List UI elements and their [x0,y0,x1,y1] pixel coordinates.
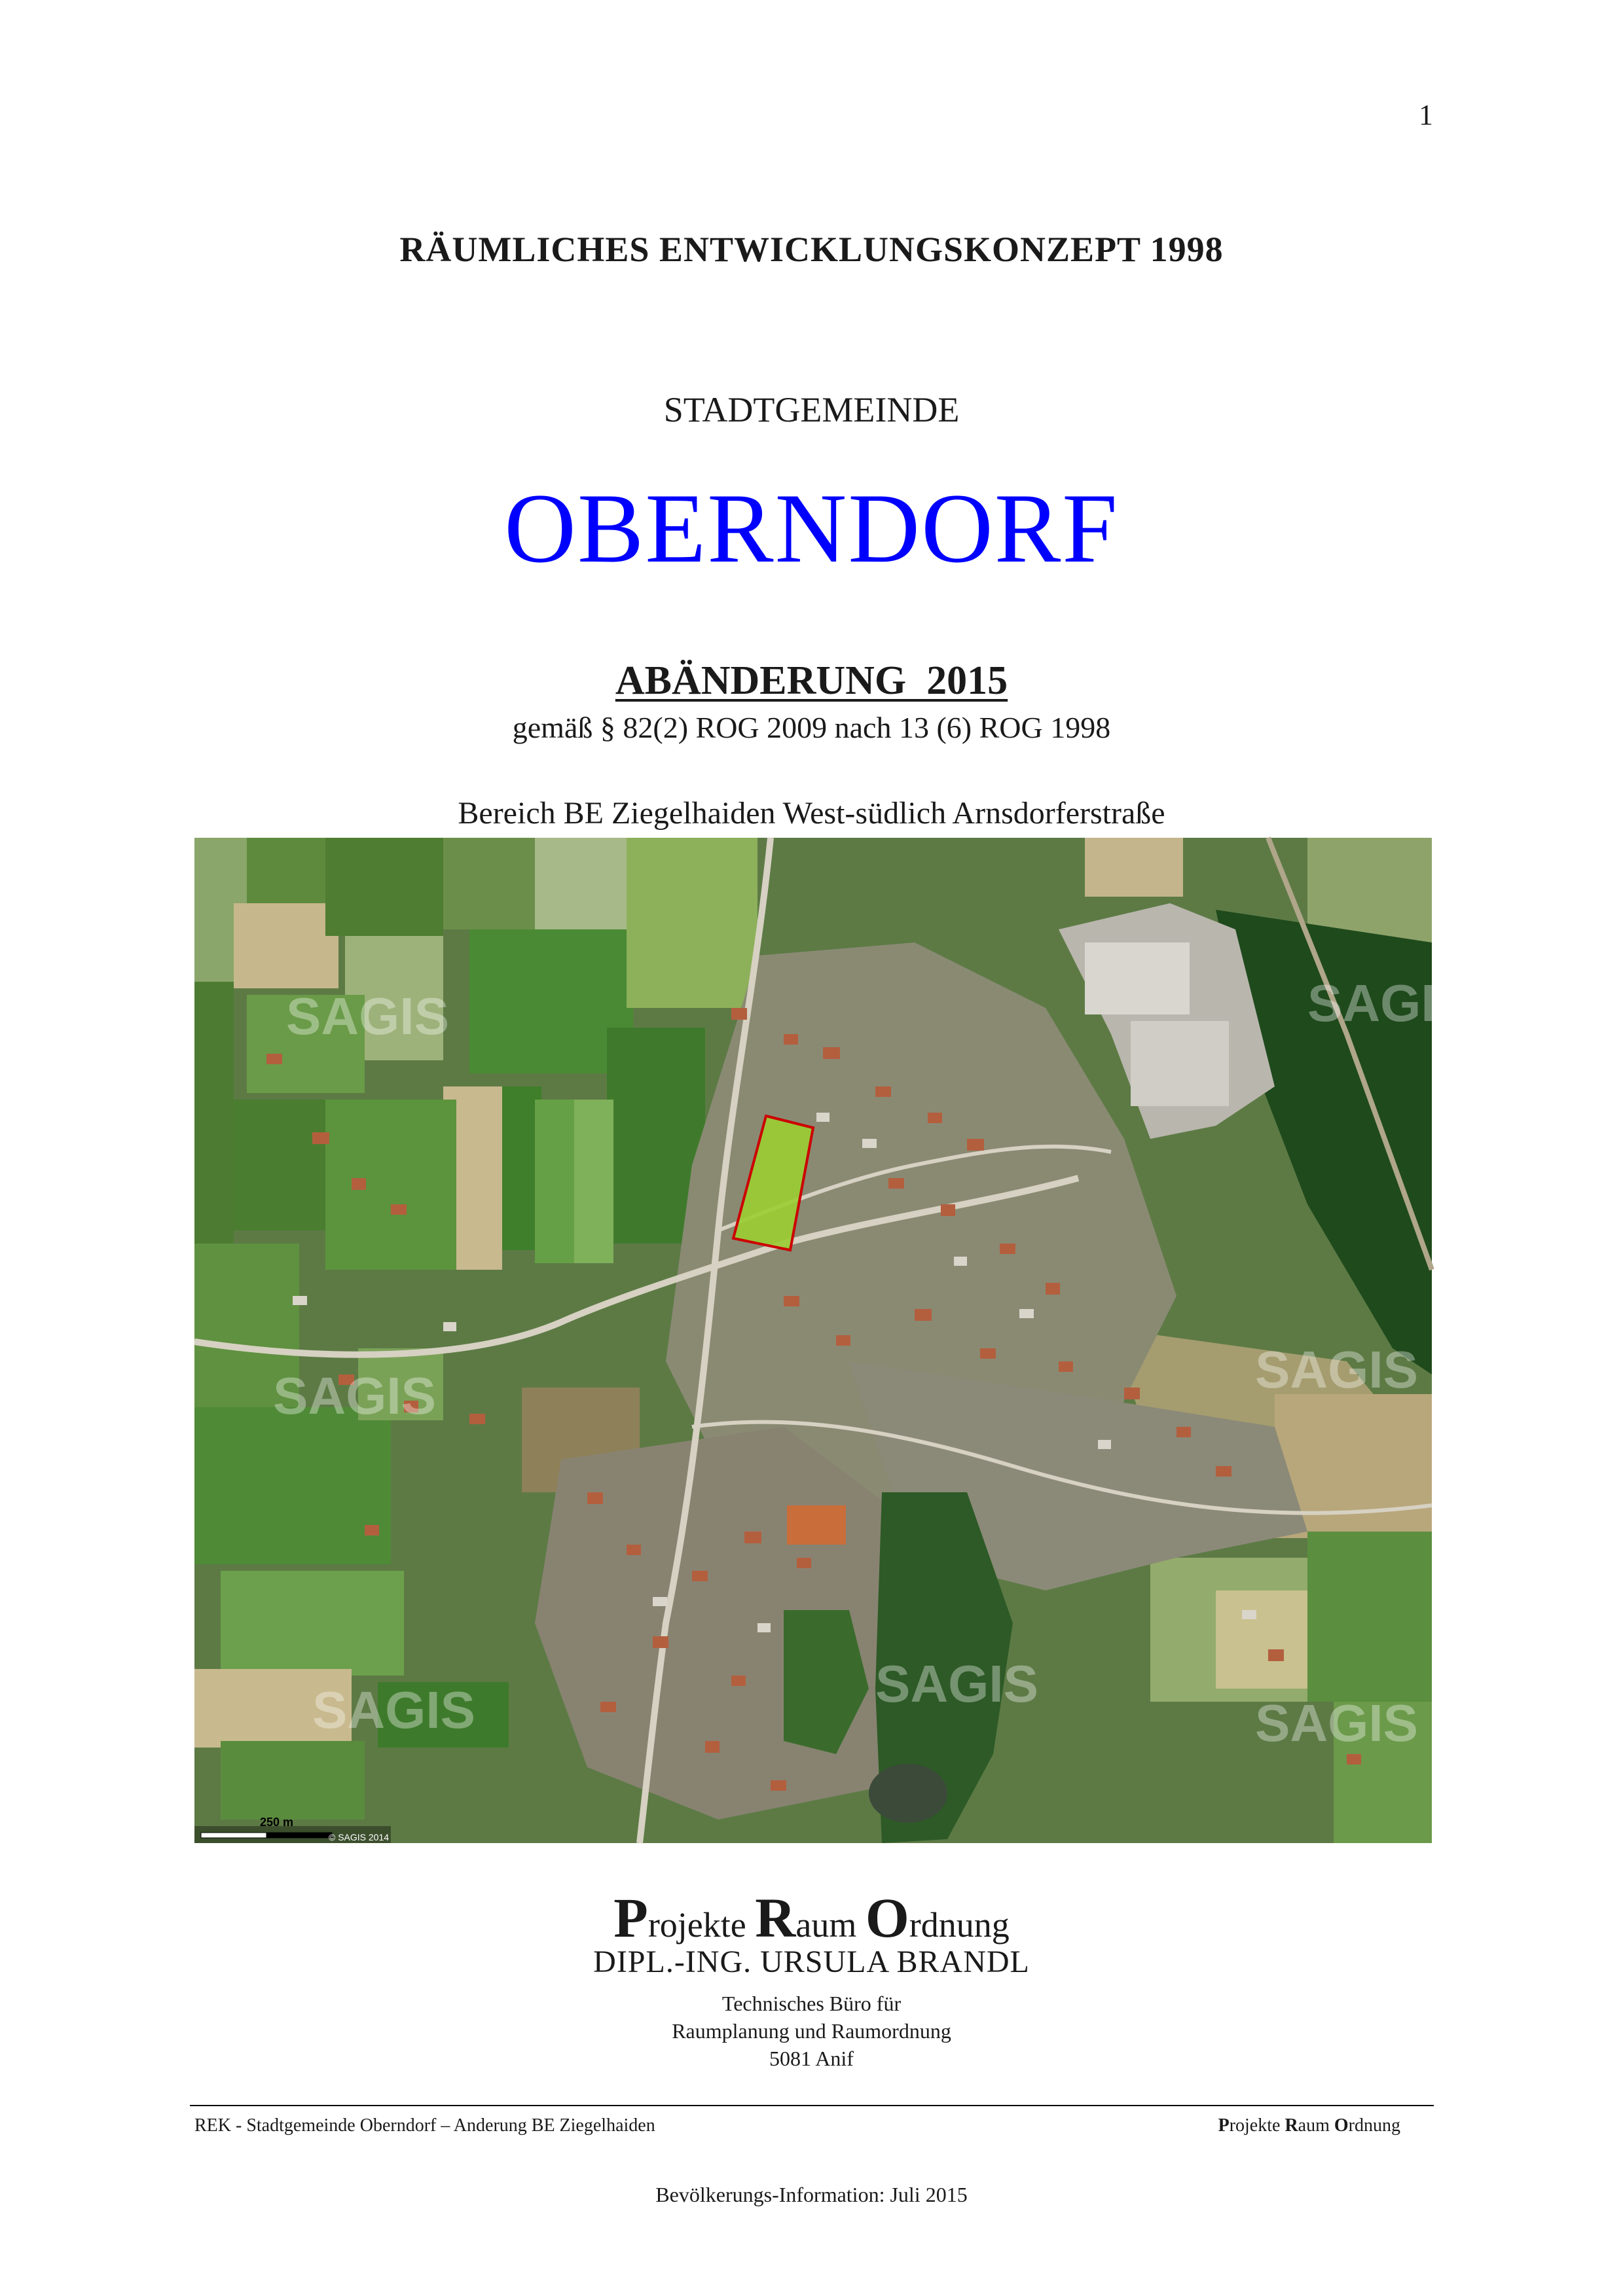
town-name: OBERNDORF [504,473,1119,583]
footer-company: Projekte Raum Ordnung [1218,2115,1400,2136]
area-description: Bereich BE Ziegelhaiden West-südlich Arnsdorferstraße [458,796,1165,831]
legal-basis: gemäß § 82(2) ROG 2009 nach 13 (6) ROG 1998 [512,711,1111,744]
company-description: Technisches Büro für [721,1992,902,2015]
page-number: 1 [1419,99,1433,131]
watermark: SAGIS [1255,1694,1418,1752]
watermark: SAGIS [1255,1340,1418,1399]
watermark: SAGIS [312,1681,475,1739]
watermark: SAGIS [286,987,449,1045]
aerial-map [194,838,1470,1843]
municipality-type: STADTGEMEINDE [663,390,960,429]
watermark: SAGIS [1307,974,1470,1032]
watermark: SAGIS [875,1655,1038,1713]
footer-divider [190,2105,1434,2106]
map-copyright: © SAGIS 2014 [329,1832,390,1842]
footer-document-ref: REK - Stadtgemeinde Oberndorf – Anderung BE Ziegelhaiden [194,2115,655,2136]
scale-label: 250 m [260,1816,294,1829]
company-address: 5081 Anif [769,2047,854,2070]
amendment-text: ABÄNDERUNG 2015 [615,658,1008,703]
amendment-heading [0,658,1623,704]
watermark: SAGIS [273,1367,436,1425]
company-name: Projekte Raum Ordnung [613,1886,1010,1949]
document-title: RÄUMLICHES ENTWICKLUNGSKONZEPT 1998 [399,230,1224,269]
engineer-name: DIPL.-ING. URSULA BRANDL [593,1945,1030,1979]
footer-info: Bevölkerungs-Information: Juli 2015 [655,2183,968,2206]
company-description: Raumplanung und Raumordnung [672,2019,951,2043]
